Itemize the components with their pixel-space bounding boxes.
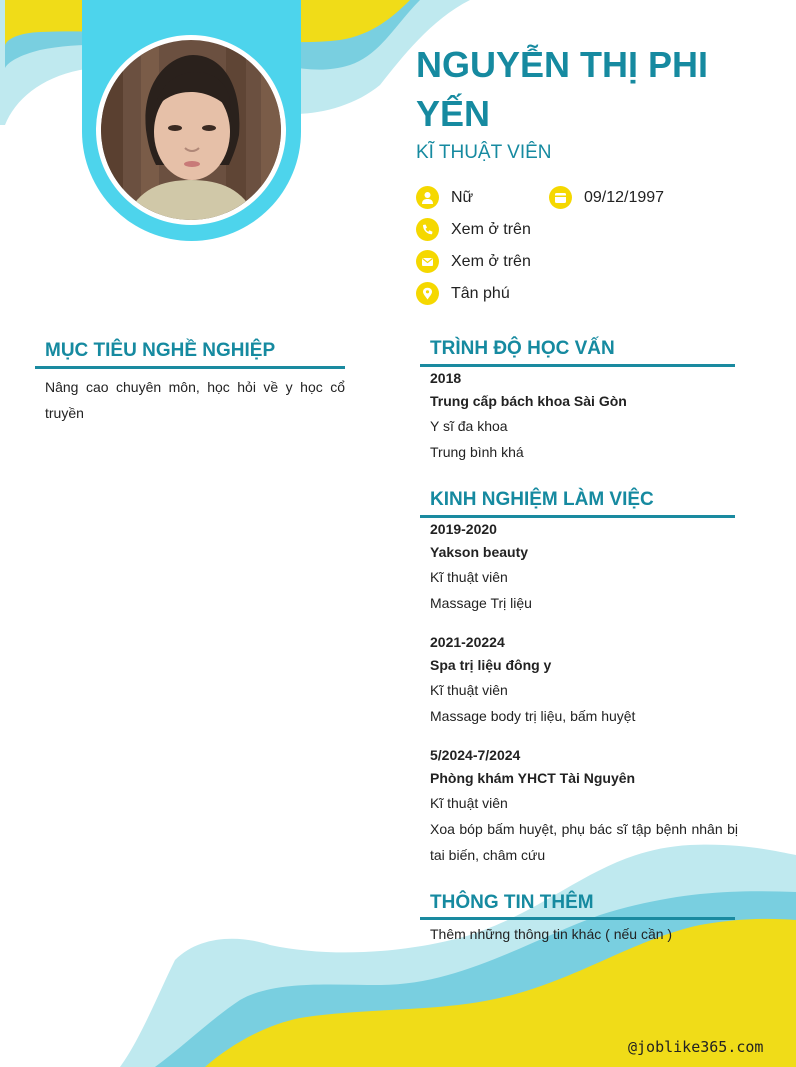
- calendar-icon: [549, 186, 572, 209]
- education-divider: [420, 364, 735, 367]
- objective-title: MỤC TIÊU NGHỀ NGHIỆP: [45, 340, 276, 361]
- objective-text: Nâng cao chuyên môn, học hỏi về y học cổ truyền: [45, 379, 345, 421]
- experience-company: Spa trị liệu đông y: [430, 657, 552, 673]
- phone-icon: [416, 218, 439, 241]
- address-row: [416, 282, 510, 305]
- email-row: [416, 250, 531, 273]
- candidate-name: NGUYỄN THỊ PHI YẾN: [416, 44, 709, 134]
- dob-value: 09/12/1997: [584, 188, 665, 206]
- experience-period: 2019-2020: [430, 521, 497, 537]
- gender-row: [416, 186, 473, 209]
- education-year: 2018: [430, 370, 462, 386]
- experience-period: 5/2024-7/2024: [430, 747, 521, 763]
- phone-value: Xem ở trên: [451, 220, 531, 238]
- email-value: Xem ở trên: [451, 252, 531, 270]
- gender-value: Nữ: [451, 188, 474, 206]
- experience-title: KINH NGHIỆM LÀM VIỆC: [430, 489, 654, 510]
- experience-position: Kĩ thuật viên: [430, 682, 508, 698]
- experience-position: Kĩ thuật viên: [430, 569, 508, 585]
- phone-row: [416, 218, 531, 241]
- experience-description: Massage Trị liệu: [430, 595, 532, 611]
- extra-info-divider: [420, 917, 735, 920]
- education-grade: Trung bình khá: [430, 444, 524, 460]
- dob-row: [549, 186, 664, 209]
- address-value: Tân phú: [451, 284, 510, 302]
- profile-photo: [101, 40, 281, 220]
- footer-watermark: @joblike365.com: [628, 1038, 764, 1056]
- location-pin-icon: [416, 282, 439, 305]
- experience-period: 2021-20224: [430, 634, 505, 650]
- job-title: KĨ THUẬT VIÊN: [416, 142, 552, 163]
- education-major: Y sĩ đa khoa: [430, 418, 508, 434]
- extra-info-title: THÔNG TIN THÊM: [430, 892, 594, 913]
- experience-company: Phòng khám YHCT Tài Nguyên: [430, 770, 636, 786]
- education-school: Trung cấp bách khoa Sài Gòn: [430, 393, 627, 409]
- experience-position: Kĩ thuật viên: [430, 795, 508, 811]
- experience-description: Xoa bóp bấm huyệt, phụ bác sĩ tập bệnh nhân bị tai biến, châm cứu: [430, 821, 738, 863]
- extra-info-text: Thêm những thông tin khác ( nếu cần ): [430, 926, 673, 942]
- experience-company: Yakson beauty: [430, 544, 529, 560]
- objective-divider: [35, 366, 345, 369]
- education-title: TRÌNH ĐỘ HỌC VẤN: [430, 338, 615, 359]
- mail-icon: [416, 250, 439, 273]
- user-icon: [416, 186, 439, 209]
- experience-description: Massage body trị liệu, bấm huyệt: [430, 708, 636, 724]
